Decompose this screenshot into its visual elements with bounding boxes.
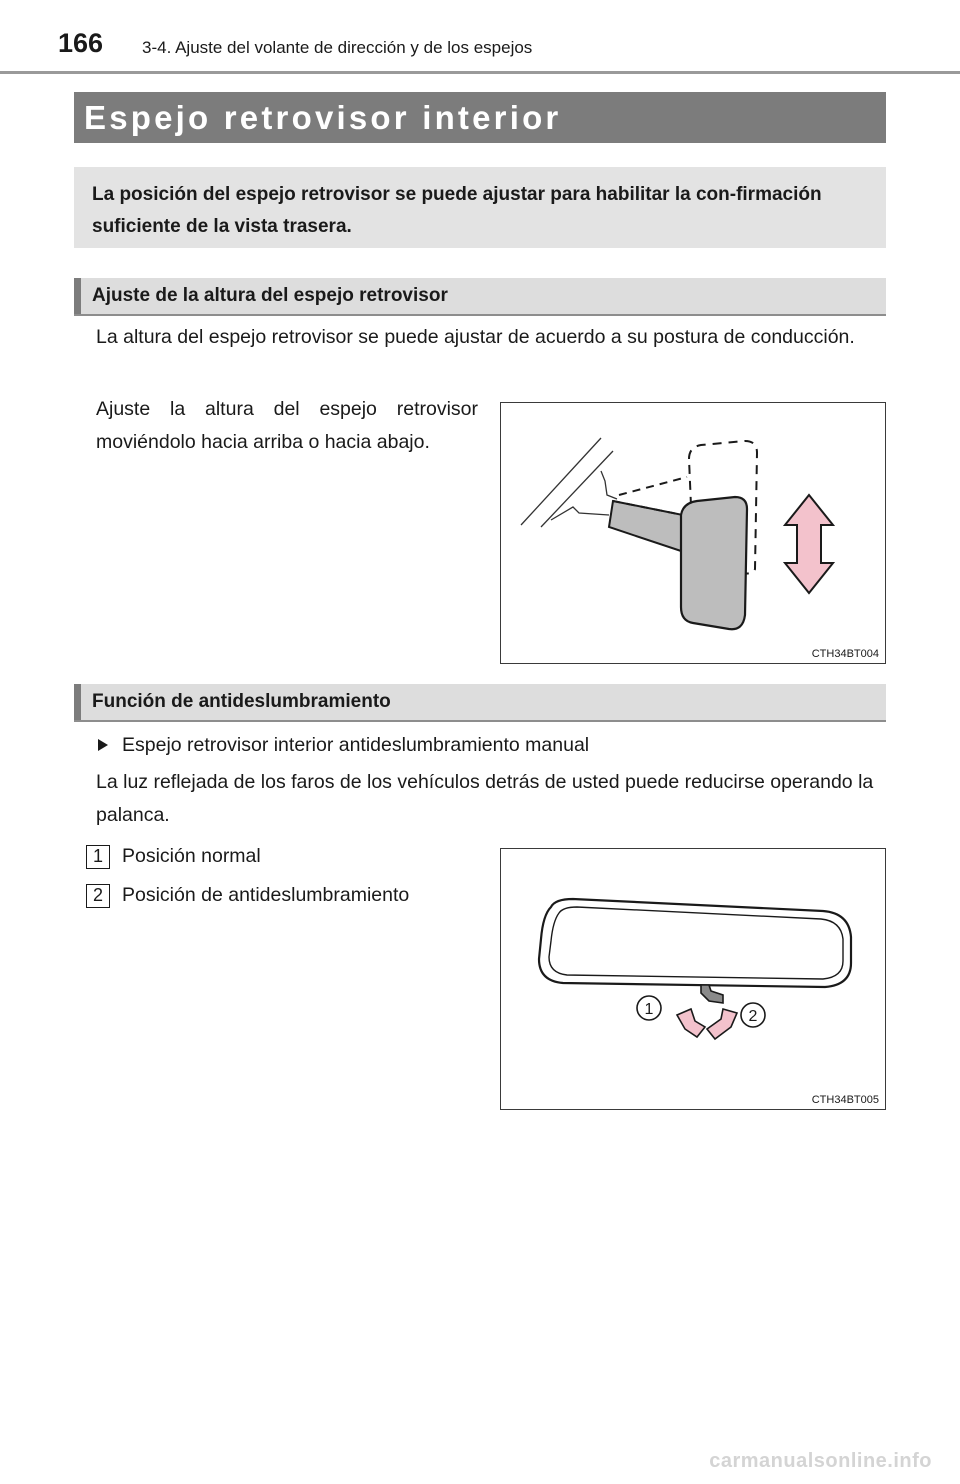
intro-text: La posición del espejo retrovisor se puede ajustar para habilitar la con-firmación suficiente de la vista trasera. (92, 184, 822, 237)
intro-box (74, 167, 886, 248)
figure-code: CTH34BT005 (811, 1094, 879, 1106)
watermark: carmanualsonline.info (709, 1450, 932, 1472)
figure-code: CTH34BT004 (811, 648, 879, 660)
height-paragraph: La altura del espejo retrovisor se puede ajustar de acuerdo a su postura de conducción. (96, 326, 855, 348)
antiglare-bullet: Espejo retrovisor interior antideslumbramiento manual (122, 734, 590, 756)
page-title-bar (74, 92, 886, 143)
callout-label-2: 2 (748, 1008, 758, 1025)
antiglare-paragraph: La luz reflejada de los faros de los vehículos detrás de usted puede reducirse operando la palanca. (96, 771, 874, 826)
windshield-line (521, 438, 601, 525)
section-heading-text: Ajuste de la altura del espejo retrovisor (92, 285, 448, 306)
item-number-badge: 1 (86, 845, 110, 869)
section-heading-height (74, 278, 886, 316)
section-heading-antiglare (74, 684, 886, 722)
section-heading-text: Función de antideslumbramiento (92, 691, 391, 712)
antiglare-lever (701, 985, 723, 1003)
upper-position-outline (619, 477, 687, 495)
callout-label-1: 1 (644, 1001, 654, 1018)
mirror-height-illustration (501, 403, 885, 663)
item-number-badge: 2 (86, 884, 110, 908)
header-rule (0, 71, 960, 74)
item-label-antiglare: Posición de antideslumbramiento (122, 884, 410, 906)
windshield-line (541, 451, 613, 527)
running-header: 3-4. Ajuste del volante de dirección y de los espejos (142, 38, 533, 57)
item-label-normal: Posición normal (122, 845, 261, 867)
mount-bracket (601, 471, 617, 499)
figure-mirror-antiglare (500, 848, 886, 1110)
figure-mirror-height (500, 402, 886, 664)
bullet-triangle-icon (98, 739, 108, 751)
page-number: 166 (58, 28, 104, 58)
up-down-arrow-icon (785, 495, 833, 593)
mount-bracket (551, 507, 609, 520)
mirror-body (681, 497, 747, 629)
lever-arrow-right-icon (707, 1009, 737, 1039)
page-title: Espejo retrovisor interior (84, 99, 562, 136)
height-instruction: Ajuste la altura del espejo retrovisor moviéndolo hacia arriba o hacia abajo. (96, 398, 478, 453)
lever-arrow-left-icon (677, 1009, 705, 1037)
mirror-antiglare-illustration (501, 849, 885, 1109)
